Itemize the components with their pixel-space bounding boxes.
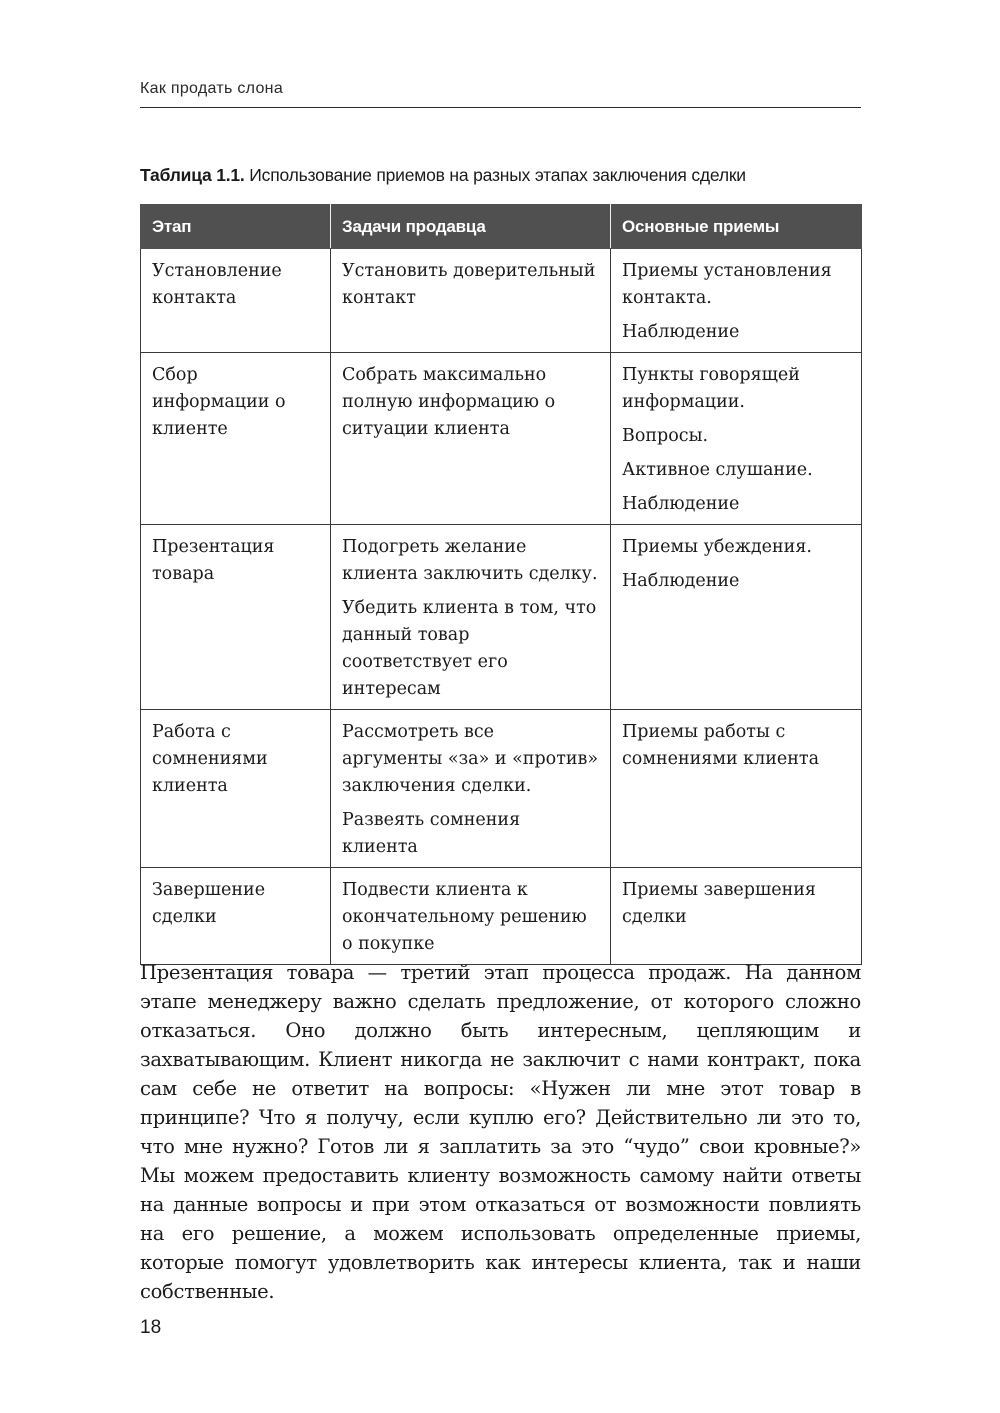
stage-text: Презентация товара xyxy=(152,537,275,584)
header-stage: Этап xyxy=(141,205,331,249)
method-text: Пункты говорящей информации. xyxy=(622,365,800,412)
method-text: Приемы работы с сомнениями клиента xyxy=(622,722,820,769)
task-text: Развеять сомнения клиента xyxy=(342,810,521,857)
stage-cell xyxy=(141,525,331,710)
table-row xyxy=(141,868,862,965)
stage-cell xyxy=(141,710,331,868)
method-text: Активное слушание. xyxy=(622,460,813,480)
tasks-cell xyxy=(331,249,611,353)
tasks-cell xyxy=(331,525,611,710)
task-text: Установить доверительный контакт xyxy=(342,261,596,308)
task-text: Подвести клиента к окончательному решению о покупке xyxy=(342,880,587,954)
tasks-cell xyxy=(331,710,611,868)
methods-cell xyxy=(611,710,862,868)
table-caption xyxy=(140,165,861,186)
task-text: Рассмотреть все аргументы «за» и «против» заключения сделки. xyxy=(342,722,599,796)
table-row xyxy=(141,249,862,353)
methods-cell xyxy=(611,525,862,710)
stage-text: Сбор информации о клиенте xyxy=(152,365,286,439)
task-text: Собрать максимально полную информацию о ситуации клиента xyxy=(342,365,556,439)
table-row xyxy=(141,353,862,525)
stage-text: Работа с сомнениями клиента xyxy=(152,722,268,796)
methods-cell xyxy=(611,353,862,525)
method-text: Наблюдение xyxy=(622,322,740,342)
tasks-cell xyxy=(331,868,611,965)
task-text: Убедить клиента в том, что данный товар соответствует его интересам xyxy=(342,598,597,699)
page-number: 18 xyxy=(140,1317,162,1338)
table-row xyxy=(141,710,862,868)
stage-cell xyxy=(141,868,331,965)
table-header-row xyxy=(141,205,862,249)
header-methods: Основные приемы xyxy=(611,205,862,249)
stages-table xyxy=(140,204,862,965)
method-text: Приемы установления контакта. xyxy=(622,261,832,308)
methods-cell xyxy=(611,249,862,353)
task-text: Подогреть желание клиента заключить сделку. xyxy=(342,537,598,584)
method-text: Приемы убеждения. xyxy=(622,537,812,557)
header-tasks: Задачи продавца xyxy=(331,205,611,249)
stage-text: Установление контакта xyxy=(152,261,282,308)
running-header: Как продать слона xyxy=(140,80,861,108)
stage-cell xyxy=(141,249,331,353)
stage-text: Завершение сделки xyxy=(152,880,266,927)
methods-cell xyxy=(611,868,862,965)
stage-cell xyxy=(141,353,331,525)
method-text: Приемы завершения сделки xyxy=(622,880,816,927)
method-text: Наблюдение xyxy=(622,571,740,591)
table-row xyxy=(141,525,862,710)
table-caption-text: Использование приемов на разных этапах заключения сделки xyxy=(249,165,746,185)
body-paragraph: Презентация товара — третий этап процесса продаж. На данном этапе менеджеру важно сделать предложение, от которого сложно отказаться. Оно должно быть интересным, цепляющим и захватывающим. Клиент никогда не заключит с нами контракт, пока сам себе не ответит на вопросы: «Нужен ли мне этот товар в принципе? Что я получу, если куплю его? Действительно ли это то, что мне нужно? Готов ли я заплатить за это “чудо” свои кровные?» Мы можем предоставить клиенту возможность самому найти ответы на данные вопросы и при этом отказаться от возможности повлиять на его решение, а можем использовать определенные приемы, которые помогут удовлетворить как интересы клиента, так и наши собственные. xyxy=(140,961,861,1303)
tasks-cell xyxy=(331,353,611,525)
method-text: Вопросы. xyxy=(622,426,709,446)
table-caption-label: Таблица 1.1. xyxy=(140,165,245,185)
method-text: Наблюдение xyxy=(622,494,740,514)
